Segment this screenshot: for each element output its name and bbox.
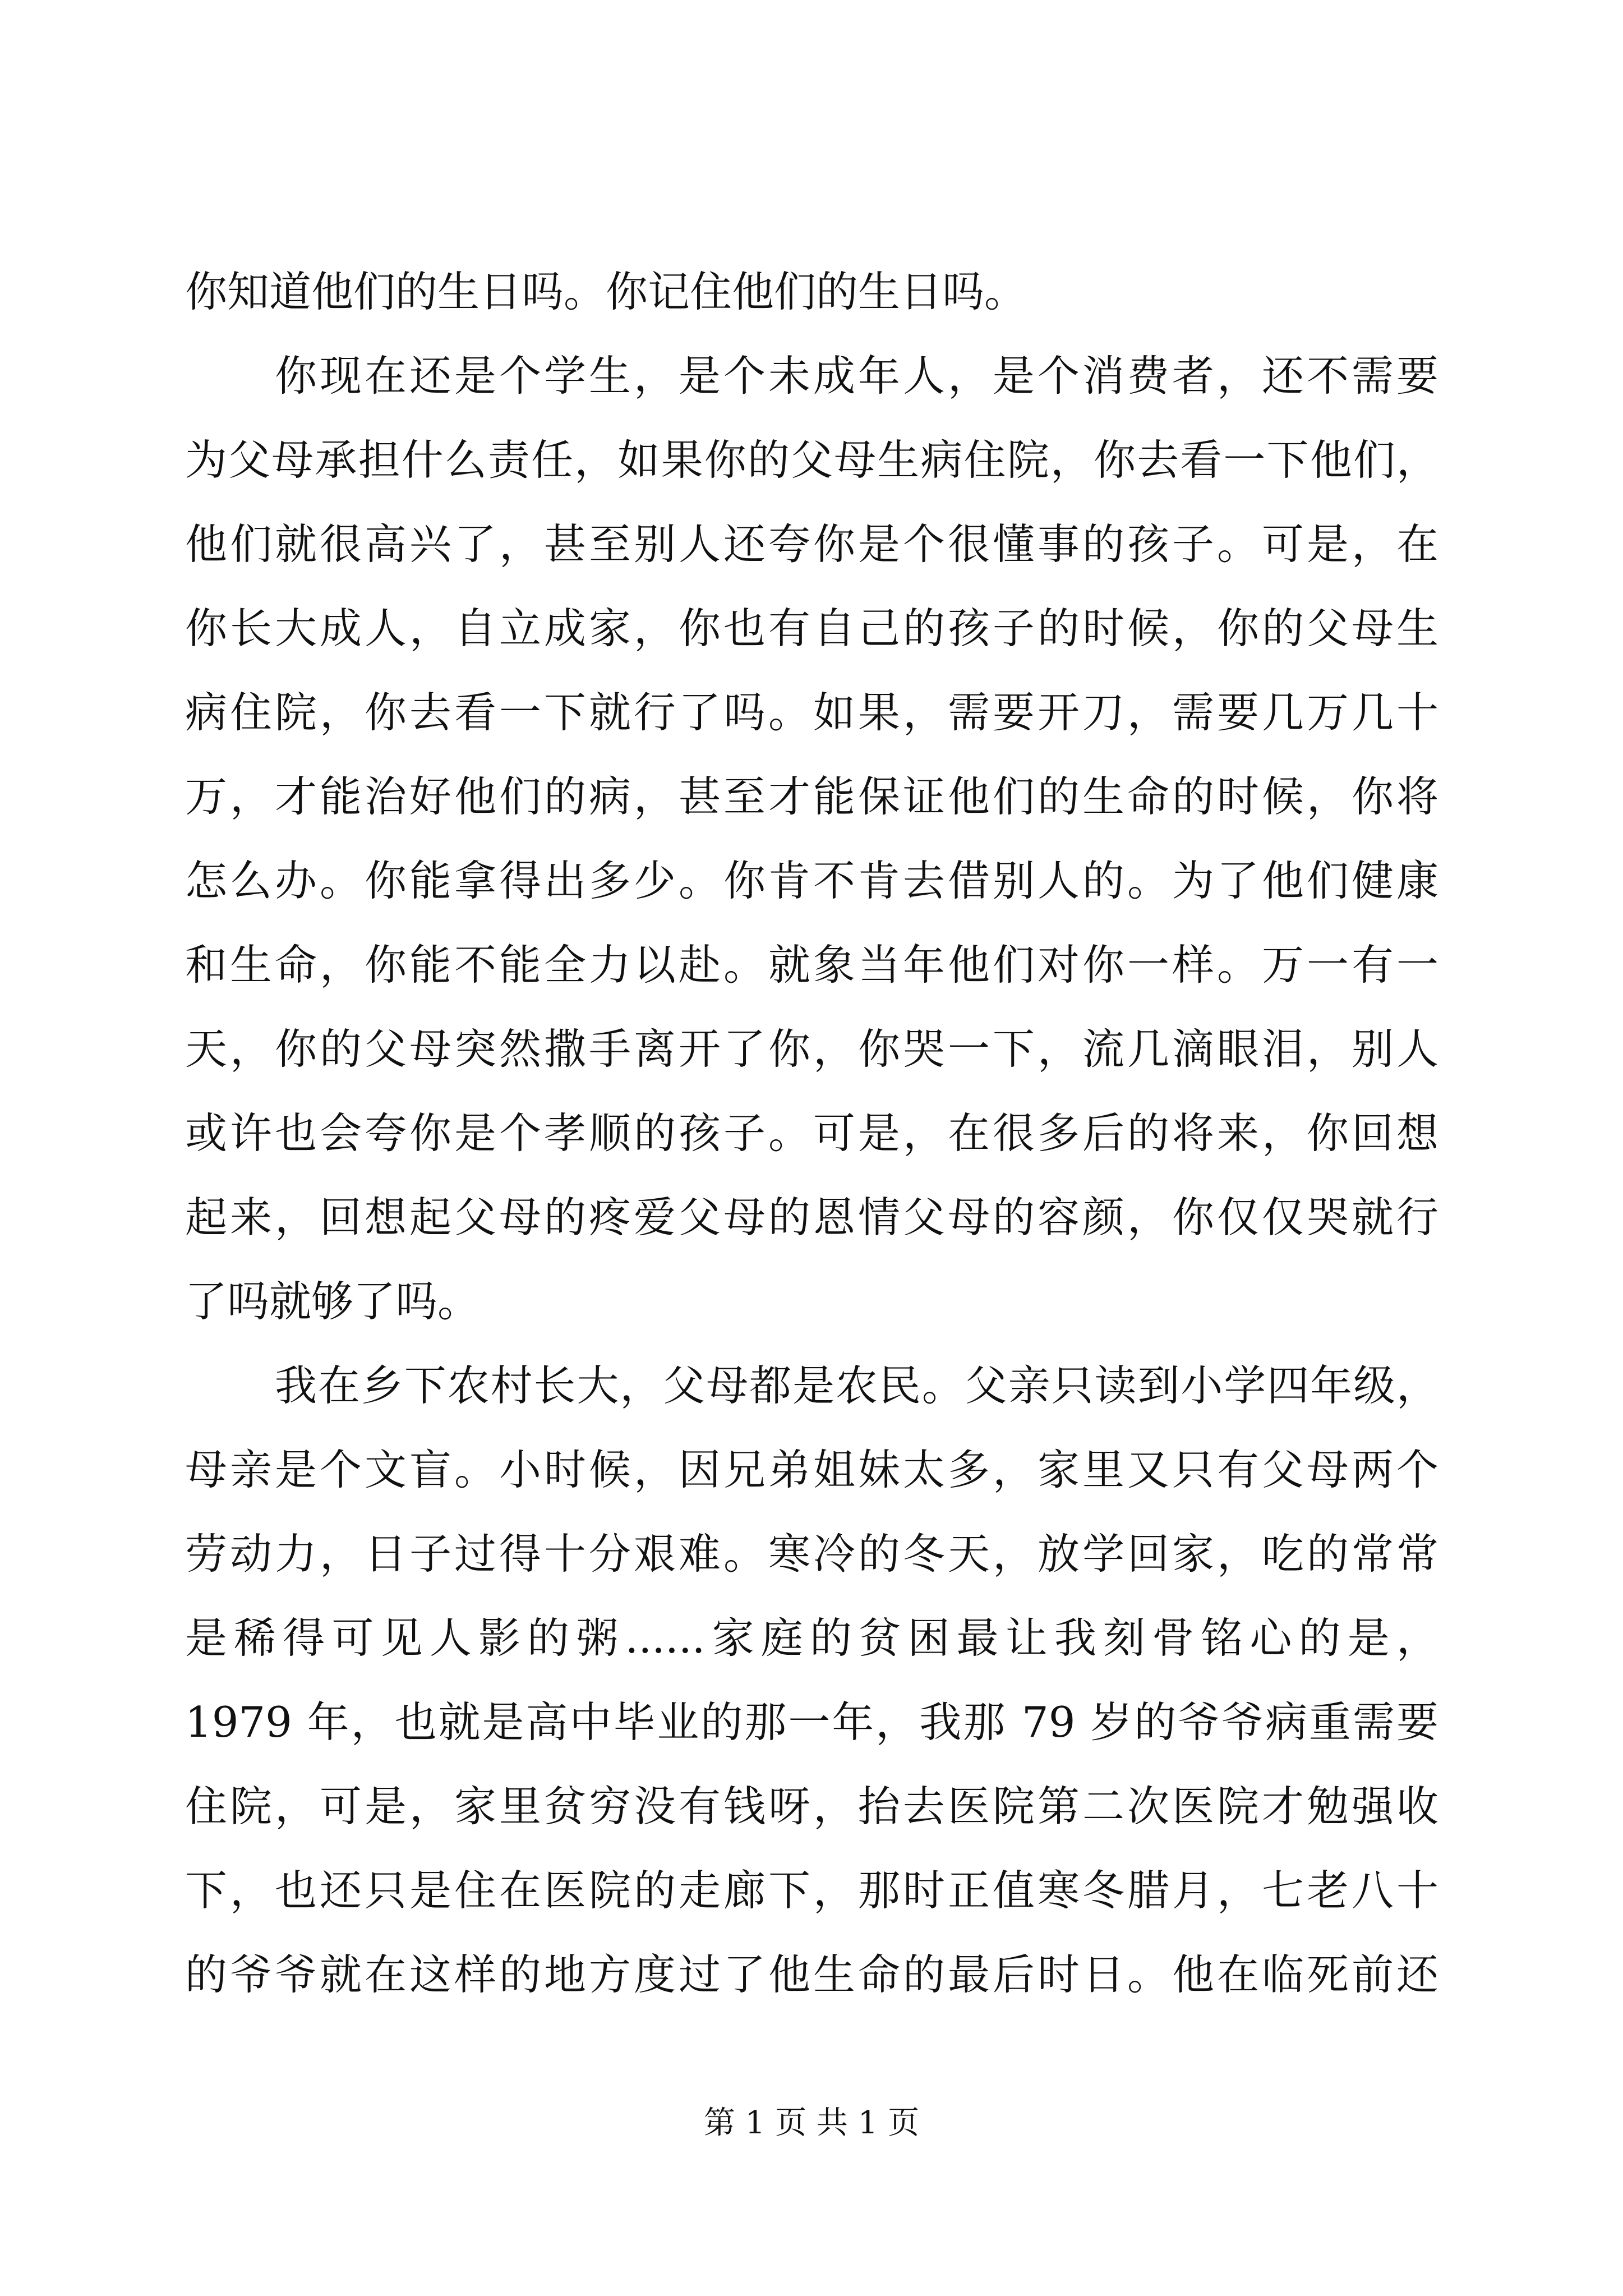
text-line: 天，你的父母突然撒手离开了你，你哭一下，流几滴眼泪，别人 — [185, 1024, 1438, 1074]
text-line: 住院，可是，家里贫穷没有钱呀，抬去医院第二次医院才勉强收 — [185, 1782, 1438, 1831]
text-line: 万，才能治好他们的病，甚至才能保证他们的生命的时候，你将 — [185, 772, 1438, 821]
text-line: 为父母承担什么责任，如果你的父母生病住院，你去看一下他们， — [185, 435, 1438, 485]
text-line: 起来，回想起父母的疼爱父母的恩情父母的容颜，你仅仅哭就行 — [185, 1193, 1438, 1242]
text-line: 1979 年，也就是高中毕业的那一年，我那 79 岁的爷爷病重需要 — [185, 1697, 1438, 1747]
text-line: 劳动力，日子过得十分艰难。寒冷的冬天，放学回家，吃的常常 — [185, 1529, 1438, 1579]
text-line: 下，也还只是住在医院的走廊下，那时正值寒冬腊月，七老八十 — [185, 1866, 1438, 1915]
text-line: 了吗就够了吗。 — [185, 1277, 480, 1326]
text-line: 或许也会夸你是个孝顺的孩子。可是，在很多后的将来，你回想 — [185, 1108, 1438, 1158]
text-line: 你现在还是个学生，是个未成年人，是个消费者，还不需要 — [275, 351, 1438, 401]
text-line: 我在乡下农村长大，父母都是农民。父亲只读到小学四年级， — [275, 1361, 1438, 1410]
page-footer: 第 1 页 共 1 页 — [703, 2105, 920, 2141]
text-line: 的爷爷就在这样的地方度过了他生命的最后时日。他在临死前还 — [185, 1950, 1438, 1999]
text-line: 和生命，你能不能全力以赴。就象当年他们对你一样。万一有一 — [185, 940, 1438, 990]
document-body — [185, 250, 1438, 2017]
text-line: 他们就很高兴了，甚至别人还夸你是个很懂事的孩子。可是，在 — [185, 519, 1438, 569]
text-line: 你知道他们的生日吗。你记住他们的生日吗。 — [185, 267, 1027, 316]
text-line: 是稀得可见人影的粥......家庭的贫困最让我刻骨铭心的是， — [185, 1613, 1438, 1663]
text-line: 母亲是个文盲。小时候，因兄弟姐妹太多，家里又只有父母两个 — [185, 1445, 1438, 1494]
text-line: 你长大成人，自立成家，你也有自己的孩子的时候，你的父母生 — [185, 604, 1438, 653]
text-line: 病住院，你去看一下就行了吗。如果，需要开刀，需要几万几十 — [185, 688, 1438, 737]
text-line: 怎么办。你能拿得出多少。你肯不肯去借别人的。为了他们健康 — [185, 856, 1438, 905]
